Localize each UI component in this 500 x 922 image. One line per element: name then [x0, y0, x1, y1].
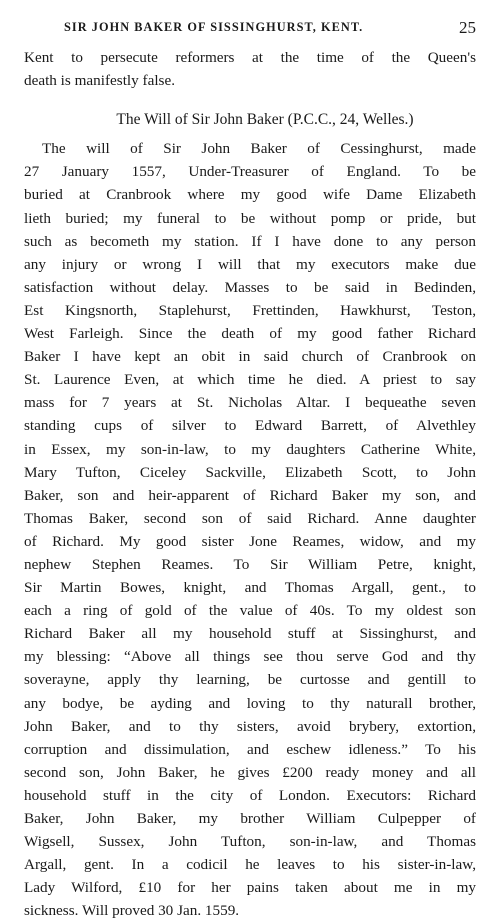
will-line: such as becometh my station. If I have done to any person [24, 232, 476, 250]
will-line: Baker I have kept an obit in said church of Cranbrook on [24, 348, 476, 366]
will-line: Baker, son and heir-apparent of Richard Baker my son, and [24, 486, 476, 504]
will-line: nephew Stephen Reames. To Sir William Petre, knight, [24, 555, 476, 573]
will-line: Mary Tufton, Ciceley Sackville, Elizabeth Scott, to John [24, 463, 476, 481]
running-title: SIR JOHN BAKER OF SISSINGHURST, KENT. [64, 20, 364, 34]
will-line: any injury or wrong I will that my executors make due [24, 255, 476, 273]
will-line: lieth buried; my funeral to be without pomp or pride, but [24, 209, 476, 227]
running-head [24, 18, 476, 40]
intro-line: death is manifestly false. [24, 72, 175, 90]
will-line: John Baker, and to thy sisters, avoid brybery, extortion, [24, 717, 476, 735]
will-line: soverayne, apply thy learning, be curtosse and gentill to [24, 671, 476, 689]
will-line: Est Kingsnorth, Staplehurst, Frettinden, Hawkhurst, Teston, [24, 301, 476, 319]
will-line: household stuff in the city of London. Executors: Richard [24, 786, 476, 804]
will-line: satisfaction without delay. Masses to be said in Bedinden, [24, 278, 476, 296]
will-line: Wigsell, Sussex, John Tufton, son-in-law, and Thomas [24, 833, 476, 851]
will-line: Baker, John Baker, my brother William Culpepper of [24, 810, 476, 827]
will-line: Thomas Baker, second son of said Richard. Anne daughter [24, 509, 476, 527]
will-heading: The Will of Sir John Baker (P.C.C., 24, Welles.) [116, 111, 414, 129]
will-line: West Farleigh. Since the death of my good father Richard [24, 325, 476, 343]
will-line: buried at Cranbrook where my good wife Dame Elizabeth [24, 186, 476, 204]
will-line: St. Laurence Even, at which time he died. A priest to say [24, 371, 476, 389]
will-line: Argall, gent. In a codicil he leaves to his sister-in-law, [24, 856, 476, 874]
will-line: Sir Martin Bowes, knight, and Thomas Argall, gent., to [24, 579, 476, 597]
will-line: my blessing: “Above all things see thou serve God and thy [24, 648, 476, 666]
will-line: 27 January 1557, Under-Treasurer of England. To be [24, 163, 476, 181]
will-line: in Essex, my son-in-law, to my daughters Catherine White, [24, 440, 476, 458]
body-text [24, 46, 476, 922]
will-line: sickness. Will proved 30 Jan. 1559. [24, 902, 240, 920]
will-line: corruption and dissimulation, and eschew idleness.” To his [24, 740, 476, 758]
will-line: standing cups of silver to Edward Barrett, of Alvethley [24, 417, 476, 435]
intro-line: Kent to persecute reformers at the time of the Queen's [24, 49, 476, 66]
will-line: mass for 7 years at St. Nicholas Altar. I bequeathe seven [24, 394, 476, 412]
page-number: 25 [459, 18, 476, 37]
will-line: The will of Sir John Baker of Cessinghurst, made [42, 140, 476, 158]
will-line: any bodye, be ayding and loving to thy naturall brother, [24, 694, 476, 712]
will-line: Lady Wilford, £10 for her pains taken about me in my [24, 879, 476, 897]
will-line: each a ring of gold of the value of 40s. To my oldest son [24, 602, 476, 620]
will-line: of Richard. My good sister Jone Reames, widow, and my [24, 532, 476, 550]
will-line: Richard Baker all my household stuff at Sissinghurst, and [24, 625, 476, 643]
will-line: second son, John Baker, he gives £200 ready money and all [24, 763, 476, 781]
